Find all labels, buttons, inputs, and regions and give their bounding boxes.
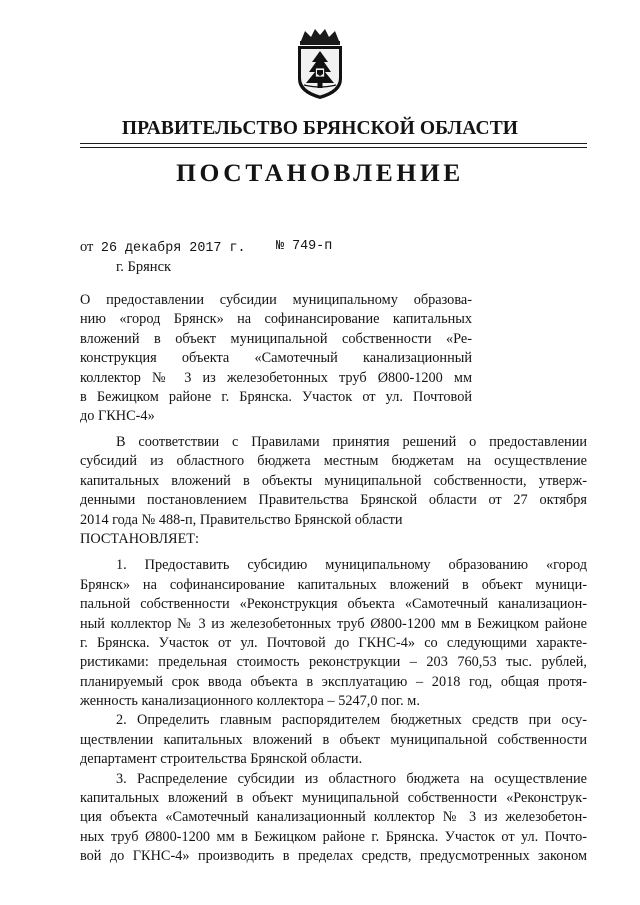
item-2-line: 2. Определить главным распорядителем бюджетных средств при осу- xyxy=(116,712,587,729)
header-rule-thin xyxy=(80,147,587,148)
item-2-line: департамент строительства Брянской области. xyxy=(80,751,363,768)
subject-line: нию «город Брянск» на софинансирование капитальных xyxy=(80,311,472,328)
item-3-line: 3. Распределение субсидии из областного бюджета на осуществление xyxy=(116,770,587,787)
item-1-line: пальной собственности «Реконструкция объекта «Самотечный канализацион- xyxy=(80,596,587,613)
preamble-line: В соответствии с Правилами принятия решений о предоставлении xyxy=(116,434,587,450)
date-line xyxy=(80,238,333,258)
item-1-line: ристиками: предельная стоимость реконструкции – 203 760,53 тыс. рублей, xyxy=(80,654,587,671)
item-1-line: г. Брянска. Участок от ул. Почтовой до ГКНС-4» со следующими характе- xyxy=(80,634,587,651)
subject-line: до ГКНС-4» xyxy=(80,408,155,425)
item-3-line: ция объекта «Самотечный канализационный коллектор № 3 из железобетон- xyxy=(80,809,587,826)
document-body xyxy=(80,433,587,867)
item-1-line: ный коллектор № 3 из железобетонных труб Ø800-1200 мм в Бежицком районе xyxy=(80,615,587,632)
item-2-line: ществлении капитальных вложений в объект муниципальной собственности xyxy=(80,731,587,748)
document-city: г. Брянск xyxy=(116,259,172,275)
subject-line: вложений в объект муниципальной собственности «Ре- xyxy=(80,330,472,347)
item-3-line: ных труб Ø800-1200 мм в Бежицком районе г. Брянска. Участок от ул. Почто- xyxy=(80,828,587,845)
preamble-line: денными постановлением Правительства Брянской области от 27 октября xyxy=(80,492,587,509)
date-prefix: от xyxy=(80,239,94,255)
subject-line: О предоставлении субсидии муниципальному образова- xyxy=(80,292,472,308)
preamble-line: 2014 года № 488-п, Правительство Брянской области xyxy=(80,511,403,528)
resolves-heading: ПОСТАНОВЛЯЕТ: xyxy=(80,530,200,547)
government-name: ПРАВИТЕЛЬСТВО БРЯНСКОЙ ОБЛАСТИ xyxy=(121,118,519,139)
paragraph-gap xyxy=(80,549,587,556)
header-rule-thick xyxy=(80,143,587,144)
subject-line: коллектор № 3 из железобетонных труб Ø800-1200 мм xyxy=(80,369,472,386)
preamble-line: субсидий из областного бюджета местным бюджетам на осуществление xyxy=(80,453,587,470)
coat-of-arms-icon xyxy=(291,27,349,101)
item-1-line: женность канализационного коллектора – 5247,0 пог. м. xyxy=(80,693,420,710)
item-1-line: 1. Предоставить субсидию муниципальному образованию «город xyxy=(116,557,587,574)
item-1-line: планируемый срок ввода объекта в эксплуатацию – 2018 год, общая протя- xyxy=(80,673,587,690)
item-3-line: капитальных вложений в объект муниципальной собственности «Реконструк- xyxy=(80,790,587,807)
item-1-line: Брянск» на софинансирование капитальных вложений в объект муници- xyxy=(80,576,587,593)
document-number: № 749-п xyxy=(276,239,333,254)
item-3-line: вой до ГКНС-4» производить в пределах средств, предусмотренных законом xyxy=(80,848,587,865)
document-date: 26 декабря 2017 г. xyxy=(100,241,246,256)
preamble-line: капитальных вложений в объекты муниципальной собственности, утверж- xyxy=(80,472,587,489)
subject-line: конструкция объекта «Самотечный канализационный xyxy=(80,350,472,367)
document-type-title: ПОСТАНОВЛЕНИЕ xyxy=(176,158,464,187)
subject-line: в Бежицком районе г. Брянска. Участок от ул. Почтовой xyxy=(80,388,472,405)
document-subject xyxy=(80,291,472,427)
